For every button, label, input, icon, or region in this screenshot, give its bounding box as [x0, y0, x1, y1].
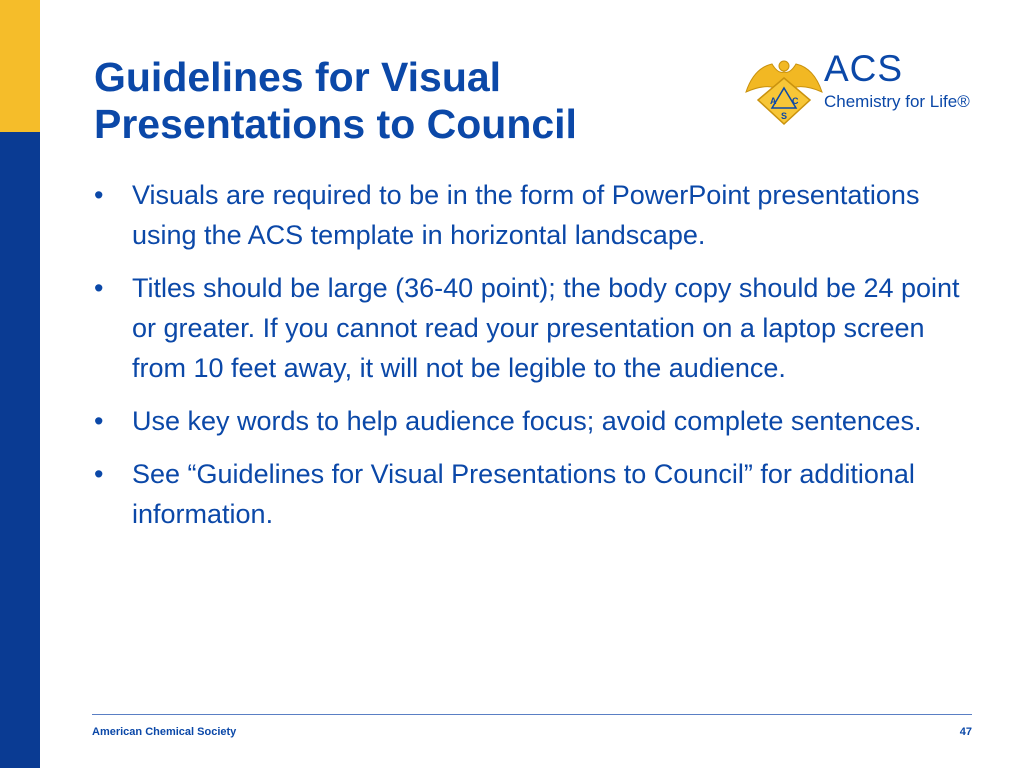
bullet-marker: •	[94, 406, 104, 436]
bullet-text: Use key words to help audience focus; avoid complete sentences.	[132, 406, 922, 436]
bullet-item	[94, 454, 974, 534]
bullet-item	[94, 268, 974, 388]
slide-title-line-2: Presentations to Council	[94, 101, 577, 147]
bullet-item	[94, 175, 974, 255]
bullet-text: Titles should be large (36-40 point); the body copy should be 24 point or greater. If you cannot read your presentation on a laptop screen from 10 feet away, it will not be legible to the audience.	[132, 273, 960, 383]
bullet-item	[94, 401, 974, 441]
bullet-marker: •	[94, 273, 104, 303]
sidebar-blue-accent	[0, 132, 40, 768]
seal-letter-a: A	[770, 96, 777, 106]
bullet-marker: •	[94, 180, 104, 210]
footer-organization: American Chemical Society	[92, 726, 237, 738]
bullet-text: Visuals are required to be in the form of PowerPoint presentations using the ACS template in horizontal landscape.	[132, 180, 920, 250]
bullet-marker: •	[94, 459, 104, 489]
logo-tagline: Chemistry for Life®	[824, 92, 970, 111]
slide-title	[94, 54, 714, 148]
page-number: 47	[959, 726, 972, 738]
slide-title-line-1: Guidelines for Visual	[94, 54, 502, 100]
sidebar-gold-accent	[0, 0, 40, 132]
footer-divider	[92, 714, 972, 715]
bullet-list	[94, 175, 974, 547]
logo-wordmark: ACS	[824, 48, 904, 89]
seal-letter-s: S	[781, 111, 788, 121]
seal-letter-c: C	[792, 96, 799, 106]
bullet-text: See “Guidelines for Visual Presentations to Council” for additional information.	[132, 459, 915, 529]
